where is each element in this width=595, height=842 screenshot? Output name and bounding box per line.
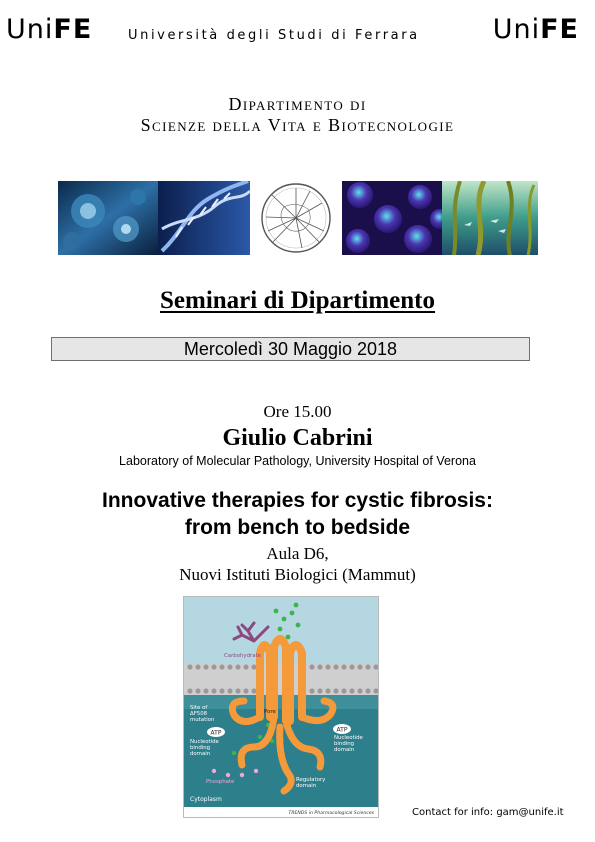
- label-site-2: ΔF508: [190, 711, 208, 717]
- cells-image: [58, 181, 158, 255]
- label-phosphate: Phosphate: [206, 779, 235, 785]
- room-line-1: Aula D6,: [266, 544, 329, 563]
- label-regulatory-2: domain: [296, 783, 317, 789]
- speaker-affiliation: Laboratory of Molecular Pathology, University Hospital of Verona: [119, 454, 476, 468]
- kelp-forest-image: [442, 181, 538, 255]
- department-line-1: Dipartimento di: [228, 94, 367, 114]
- label-site-1: Site of: [190, 705, 208, 711]
- university-name: Università degli Studi di Ferrara: [128, 28, 420, 43]
- label-cytoplasm: Cytoplasm: [190, 796, 222, 803]
- label-nbd-left-3: domain: [190, 751, 211, 757]
- figure-credit: TRENDS in Pharmacological Sciences: [288, 811, 374, 816]
- contact-info: Contact for info: gam@unife.it: [412, 807, 564, 818]
- unife-logo-left: UniFE: [6, 14, 93, 45]
- label-pore: Pore: [264, 709, 276, 715]
- label-nbd-left-2: binding: [190, 745, 211, 751]
- label-site-3: mutation: [190, 717, 215, 723]
- purple-cells-image: [342, 181, 450, 255]
- talk-title-line-2: from bench to bedside: [184, 516, 411, 539]
- svg-text:ATP: ATP: [210, 729, 222, 737]
- svg-text:ATP: ATP: [336, 726, 348, 734]
- label-regulatory-1: Regulatory: [296, 777, 326, 783]
- label-carbohydrate: Carbohydrate: [224, 653, 261, 659]
- seminar-time: Ore 15.00: [263, 402, 332, 421]
- phylogeny-image: [250, 181, 342, 255]
- dna-image: [158, 181, 250, 255]
- seminar-date: Mercoledì 30 Maggio 2018: [51, 337, 530, 361]
- label-nbd-left-1: Nucleotide: [190, 739, 219, 745]
- speaker-name: Giulio Cabrini: [222, 425, 373, 451]
- banner-images: [58, 181, 538, 255]
- unife-logo-right: UniFE: [492, 14, 579, 45]
- cftr-protein-figure: [183, 596, 379, 818]
- label-nbd-right-3: domain: [334, 747, 355, 753]
- atp-left: [207, 727, 225, 737]
- room-line-2: Nuovi Istituti Biologici (Mammut): [179, 565, 416, 584]
- label-nbd-right-2: binding: [334, 741, 355, 747]
- atp-right: [333, 724, 351, 734]
- talk-title-line-1: Innovative therapies for cystic fibrosis:: [102, 489, 493, 512]
- seminar-series-title: Seminari di Dipartimento: [160, 287, 435, 314]
- department-line-2: Scienze della Vita e Biotecnologie: [140, 115, 455, 135]
- label-nbd-right-1: Nucleotide: [334, 735, 363, 741]
